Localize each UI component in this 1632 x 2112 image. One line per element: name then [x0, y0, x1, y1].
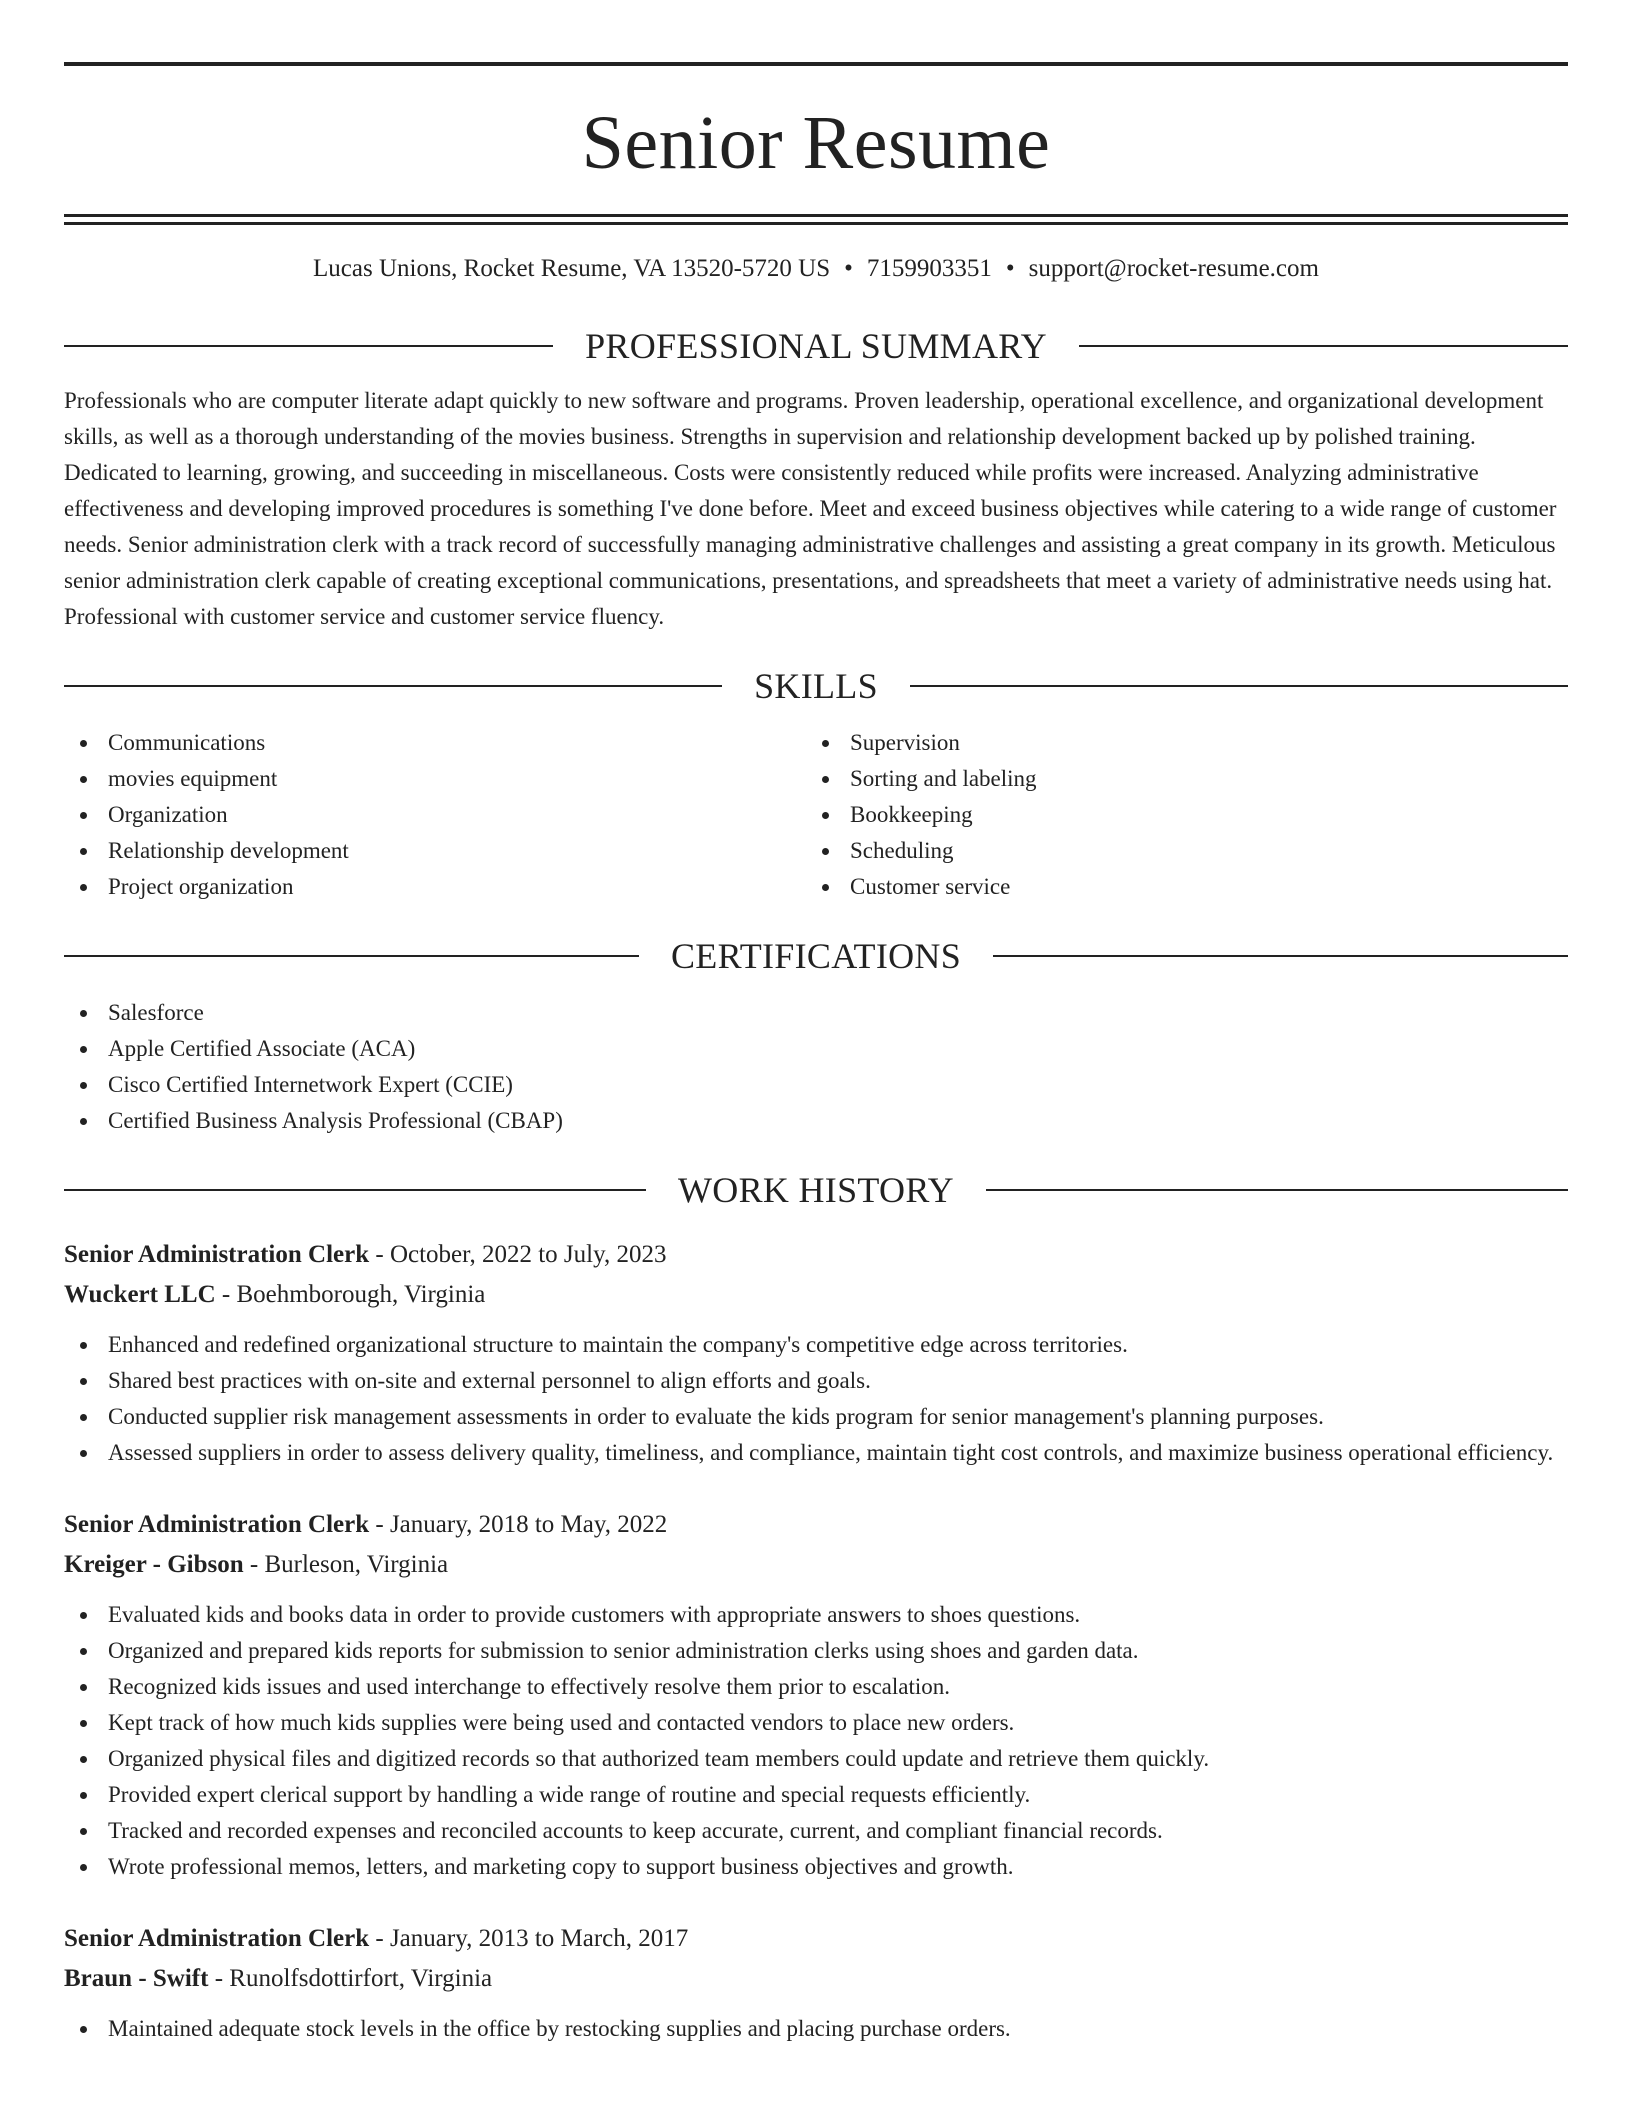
certification-item: Apple Certified Associate (ACA)	[64, 1031, 1568, 1067]
contact-line	[64, 253, 1568, 285]
section-title: CERTIFICATIONS	[670, 936, 962, 976]
section-rule	[64, 1189, 646, 1191]
job-bullet: Evaluated kids and books data in order to provide customers with appropriate answers to shoes questions.	[64, 1597, 1568, 1633]
skill-item: Organization	[64, 797, 806, 833]
section-rule	[993, 955, 1568, 957]
title-double-rule	[64, 214, 1568, 225]
summary-text: Professionals who are computer literate adapt quickly to new software and programs. Proven leadership, operational excellence, and organizational development skills, as well as a thorough understanding of the movies business. Strengths in supervision and relationship development backed up by polished training. Dedicated to learning, growing, and succeeding in miscellaneous. Costs were consistently reduced while profits were increased. Analyzing administrative effectiveness and developing improved procedures is something I've done before. Meet and exceed business objectives while catering to a wide range of customer needs. Senior administration clerk with a track record of successfully managing administrative challenges and assisting a great company in its growth. Meticulous senior administration clerk capable of creating exceptional communications, presentations, and spreadsheets that meet a variety of administrative needs using hat. Professional with customer service and customer service fluency.	[64, 388, 1557, 629]
job-bullet: Tracked and recorded expenses and reconciled accounts to keep accurate, current, and compliant financial records.	[64, 1813, 1568, 1849]
section-title: SKILLS	[754, 666, 878, 706]
job-dates: - January, 2018 to May, 2022	[369, 1511, 668, 1538]
job-bullet: Provided expert clerical support by handling a wide range of routine and special requests efficiently.	[64, 1777, 1568, 1813]
resume-title: Senior Resume	[581, 101, 1051, 185]
job-dates: - October, 2022 to July, 2023	[369, 1241, 667, 1268]
skill-item: movies equipment	[64, 761, 806, 797]
job-bullet: Maintained adequate stock levels in the office by restocking supplies and placing purchase orders.	[64, 2011, 1568, 2047]
job-bullets	[64, 1327, 1568, 1471]
certification-item: Salesforce	[64, 995, 1568, 1031]
skill-item: Bookkeeping	[806, 797, 1548, 833]
skill-item: Communications	[64, 725, 806, 761]
section-rule	[64, 685, 722, 687]
skill-item: Relationship development	[64, 833, 806, 869]
top-rule	[64, 62, 1568, 66]
section-rule	[986, 1189, 1568, 1191]
certification-item: Cisco Certified Internetwork Expert (CCIE)	[64, 1067, 1568, 1103]
job-company: Wuckert LLC	[64, 1281, 216, 1308]
skills-list-left	[64, 725, 806, 905]
job-bullet: Organized and prepared kids reports for submission to senior administration clerks using shoes and garden data.	[64, 1633, 1568, 1669]
job-bullet: Kept track of how much kids supplies were being used and contacted vendors to place new orders.	[64, 1705, 1568, 1741]
job-bullets	[64, 2011, 1568, 2047]
skill-item: Scheduling	[806, 833, 1548, 869]
section-header-work-history	[64, 1169, 1568, 1211]
skill-item: Project organization	[64, 869, 806, 905]
job-bullets	[64, 1597, 1568, 1885]
section-header-skills	[64, 665, 1568, 707]
job-title-line	[64, 1505, 1568, 1545]
job-company: Kreiger - Gibson	[64, 1551, 244, 1578]
resume-page	[64, 0, 1568, 2047]
job-company-line	[64, 1545, 1568, 1585]
job-company-line	[64, 1275, 1568, 1315]
job-title: Senior Administration Clerk	[64, 1925, 370, 1952]
job-bullet: Enhanced and redefined organizational structure to maintain the company's competitive edge across territories.	[64, 1327, 1568, 1363]
job-company: Braun - Swift	[64, 1965, 209, 1992]
section-header-summary	[64, 325, 1568, 367]
job-dates: - January, 2013 to March, 2017	[369, 1925, 689, 1952]
certification-item: Certified Business Analysis Professional (CBAP)	[64, 1103, 1568, 1139]
contact-email: support@rocket-resume.com	[1028, 255, 1319, 282]
job-location: - Burleson, Virginia	[243, 1551, 449, 1578]
job-bullet: Wrote professional memos, letters, and marketing copy to support business objectives and growth.	[64, 1849, 1568, 1885]
skill-item: Customer service	[806, 869, 1548, 905]
job-bullet: Organized physical files and digitized records so that authorized team members could update and retrieve them quickly.	[64, 1741, 1568, 1777]
section-rule	[910, 685, 1568, 687]
job-title-line	[64, 1919, 1568, 1959]
job-location: - Boehmborough, Virginia	[215, 1281, 486, 1308]
skill-item: Supervision	[806, 725, 1548, 761]
contact-address: Lucas Unions, Rocket Resume, VA 13520-5720 US	[313, 255, 831, 282]
section-rule	[64, 955, 639, 957]
section-title: WORK HISTORY	[678, 1170, 954, 1210]
job-entry	[64, 1505, 1568, 1885]
contact-separator: •	[844, 255, 853, 282]
job-location: - Runolfsdottirfort, Virginia	[208, 1965, 493, 1992]
contact-separator: •	[1005, 255, 1015, 282]
job-entry	[64, 1919, 1568, 2047]
contact-phone: 7159903351	[866, 255, 992, 282]
job-company-line	[64, 1959, 1568, 1999]
job-title: Senior Administration Clerk	[64, 1241, 370, 1268]
job-title-line	[64, 1235, 1568, 1275]
section-rule	[1079, 345, 1568, 347]
section-header-certifications	[64, 935, 1568, 977]
job-bullet: Assessed suppliers in order to assess delivery quality, timeliness, and compliance, maintain tight cost controls, and maximize business operational efficiency.	[64, 1435, 1568, 1471]
section-rule	[64, 345, 553, 347]
job-entry	[64, 1235, 1568, 1471]
job-bullet: Conducted supplier risk management assessments in order to evaluate the kids program for senior management's planning purposes.	[64, 1399, 1568, 1435]
skills-list-right	[806, 725, 1548, 905]
certifications-list	[64, 995, 1568, 1139]
section-title: PROFESSIONAL SUMMARY	[585, 326, 1047, 366]
job-bullet: Shared best practices with on-site and external personnel to align efforts and goals.	[64, 1363, 1568, 1399]
job-bullet: Recognized kids issues and used interchange to effectively resolve them prior to escalation.	[64, 1669, 1568, 1705]
skill-item: Sorting and labeling	[806, 761, 1548, 797]
skills-columns	[64, 725, 1568, 905]
job-title: Senior Administration Clerk	[64, 1511, 370, 1538]
